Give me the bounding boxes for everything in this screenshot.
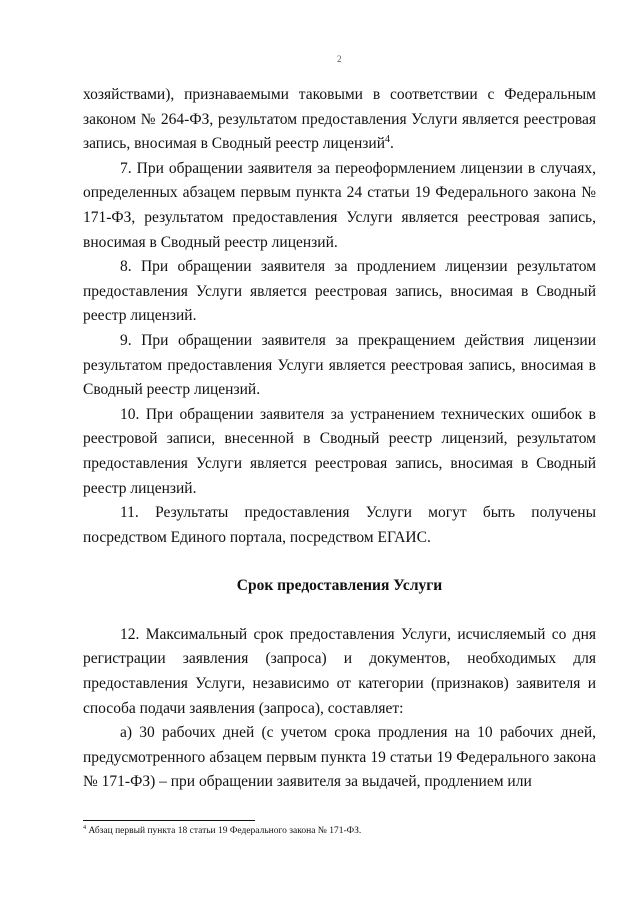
footnote <box>83 825 361 837</box>
paragraph-text-end: . <box>390 135 394 153</box>
document-body <box>83 83 596 795</box>
section-heading: Срок предоставления Услуги <box>236 577 443 595</box>
footnote-number: 4 <box>83 824 87 831</box>
paragraph-12: 12. Максимальный срок предоставления Услуги, исчисляемый со дня регистрации заявления (запроса) и документов, необходимых для предоставления Услуги, независимо от категории (признаков) заявителя и способа подачи заявления (запроса), составляет: <box>83 625 596 717</box>
paragraph-10: 10. При обращении заявителя за устранением технических ошибок в реестровой записи, внесенной в Сводный реестр лицензий, результатом предоставления Услуги является реестровая запись, вносимая в Сводный реестр лицензий. <box>83 405 596 497</box>
page-mark: 2 <box>337 54 342 64</box>
footnote-divider <box>83 820 255 821</box>
paragraph-continuation <box>83 83 596 157</box>
footnote-text: Абзац первый пункта 18 статьи 19 Федерального закона № 171-ФЗ. <box>86 826 362 836</box>
paragraph-9: 9. При обращении заявителя за прекращением действия лицензии результатом предоставления Услуги является реестровая запись, вносимая в Сводный реестр лицензий. <box>83 331 596 399</box>
footnote-ref[interactable]: 4 <box>385 134 391 146</box>
paragraph-8: 8. При обращении заявителя за продлением лицензии результатом предоставления Услуги является реестровая запись, вносимая в Сводный реестр лицензий. <box>83 258 596 325</box>
paragraph-7: 7. При обращении заявителя за переоформлением лицензии в случаях, определенных абзацем первым пункта 24 статьи 19 Федерального закона № 171-ФЗ, результатом предоставления Услуги является реестровая запись, вносимая в Сводный реестр лицензий. <box>83 159 596 251</box>
paragraph-11: 11. Результаты предоставления Услуги могут быть получены посредством Единого портала, посредством ЕГАИС. <box>83 504 596 546</box>
paragraph-text: хозяйствами), признаваемыми таковыми в соответствии с Федеральным законом № 264-ФЗ, результатом предоставления Услуги является реестровая запись, вносимая в Сводный реестр лицензий <box>83 86 596 153</box>
paragraph-12a: а) 30 рабочих дней (с учетом срока продления на 10 рабочих дней, предусмотренного абзацем первым пункта 19 статьи 19 Федерального закона № 171-ФЗ) – при обращении заявителя за выдачей, продлением или <box>83 724 596 791</box>
